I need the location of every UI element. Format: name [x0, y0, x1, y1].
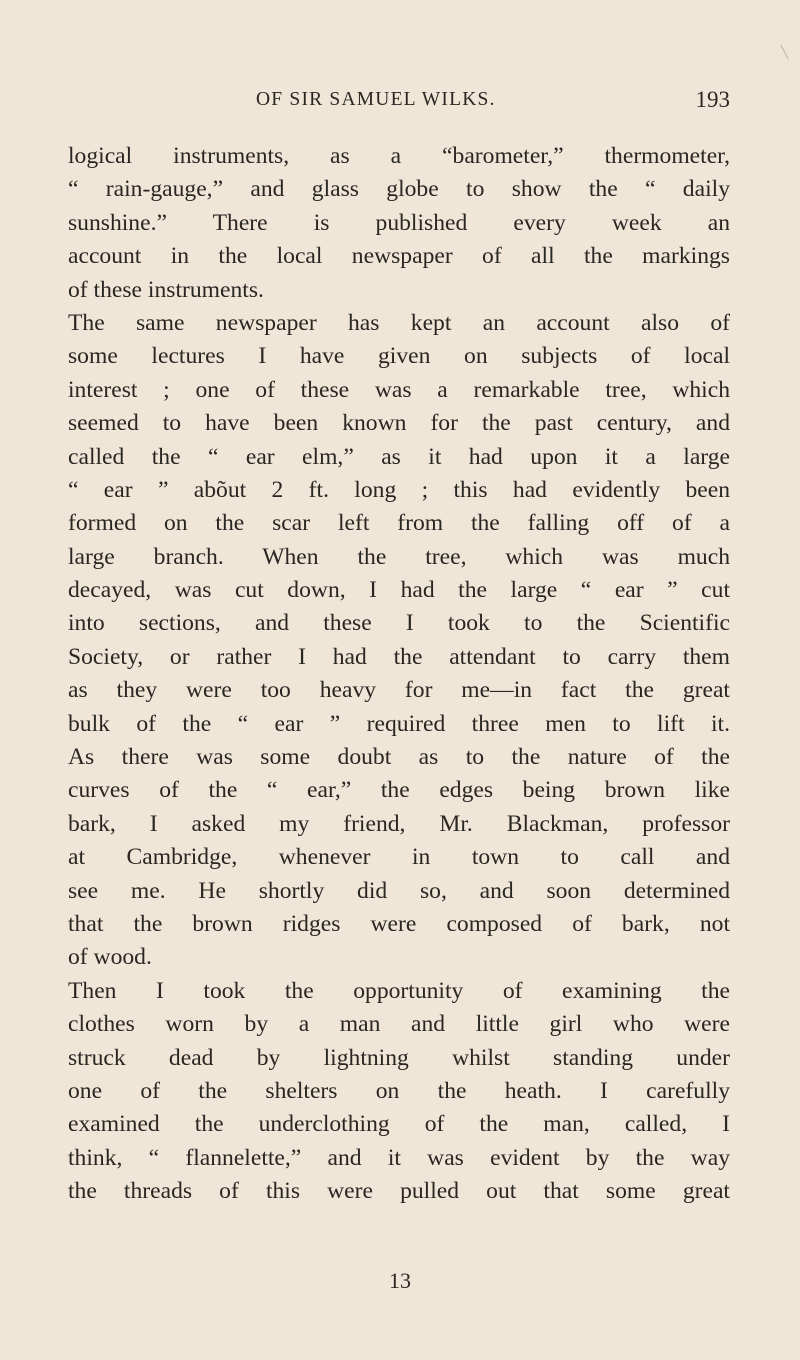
text-line: sunshine.” There is published every week an [68, 209, 730, 236]
text-line: see me. He shortly did so, and soon determined [68, 877, 730, 904]
text-line: decayed, was cut down, I had the large “ ear ” cut [68, 577, 730, 604]
text-line: as they were too heavy for me—in fact the great [68, 677, 730, 704]
text-line: seemed to have been known for the past century, and [68, 410, 730, 437]
text-line: interest ; one of these was a remarkable tree, which [68, 376, 730, 403]
text-line: one of the shelters on the heath. I carefully [68, 1077, 730, 1104]
text-line: think, “ flannelette,” and it was evident by the way [68, 1144, 730, 1171]
text-line: that the brown ridges were composed of bark, not [68, 910, 730, 937]
text-line: “ rain-gauge,” and glass globe to show the “ daily [68, 176, 730, 203]
text-line: clothes worn by a man and little girl who were [68, 1011, 730, 1038]
running-head-title: OF SIR SAMUEL WILKS. [256, 89, 496, 110]
text-line: account in the local newspaper of all the markings [68, 243, 730, 270]
text-line: large branch. When the tree, which was much [68, 543, 730, 570]
text-line: into sections, and these I took to the Scientific [68, 610, 730, 637]
text-line: The same newspaper has kept an account also of [68, 309, 730, 336]
text-line: “ ear ” abõut 2 ft. long ; this had evidently been [68, 476, 730, 503]
text-line: curves of the “ ear,” the edges being brown like [68, 777, 730, 804]
text-line: of wood. [68, 944, 152, 971]
running-head [66, 84, 730, 116]
text-line: of these instruments. [68, 276, 264, 303]
text-line: As there was some doubt as to the nature of the [68, 744, 730, 771]
text-line: examined the underclothing of the man, called, I [68, 1111, 730, 1138]
text-line: at Cambridge, whenever in town to call and [68, 844, 730, 871]
text-line: bark, I asked my friend, Mr. Blackman, professor [68, 810, 730, 837]
text-line: struck dead by lightning whilst standing under [68, 1044, 730, 1071]
page-number: 193 [695, 87, 730, 112]
text-line: the threads of this were pulled out that some great [68, 1178, 730, 1205]
body-text [68, 140, 730, 1209]
text-line: called the “ ear elm,” as it had upon it a large [68, 443, 730, 470]
text-line: some lectures I have given on subjects of local [68, 343, 730, 370]
signature-mark: 13 [389, 1268, 411, 1293]
margin-mark [780, 45, 788, 60]
text-line: formed on the scar left from the falling off of a [68, 510, 730, 537]
text-line: Society, or rather I had the attendant to carry them [68, 643, 730, 670]
text-line: bulk of the “ ear ” required three men to lift it. [68, 710, 730, 737]
text-line: logical instruments, as a “barometer,” thermometer, [68, 143, 730, 169]
text-line: Then I took the opportunity of examining the [68, 977, 730, 1004]
